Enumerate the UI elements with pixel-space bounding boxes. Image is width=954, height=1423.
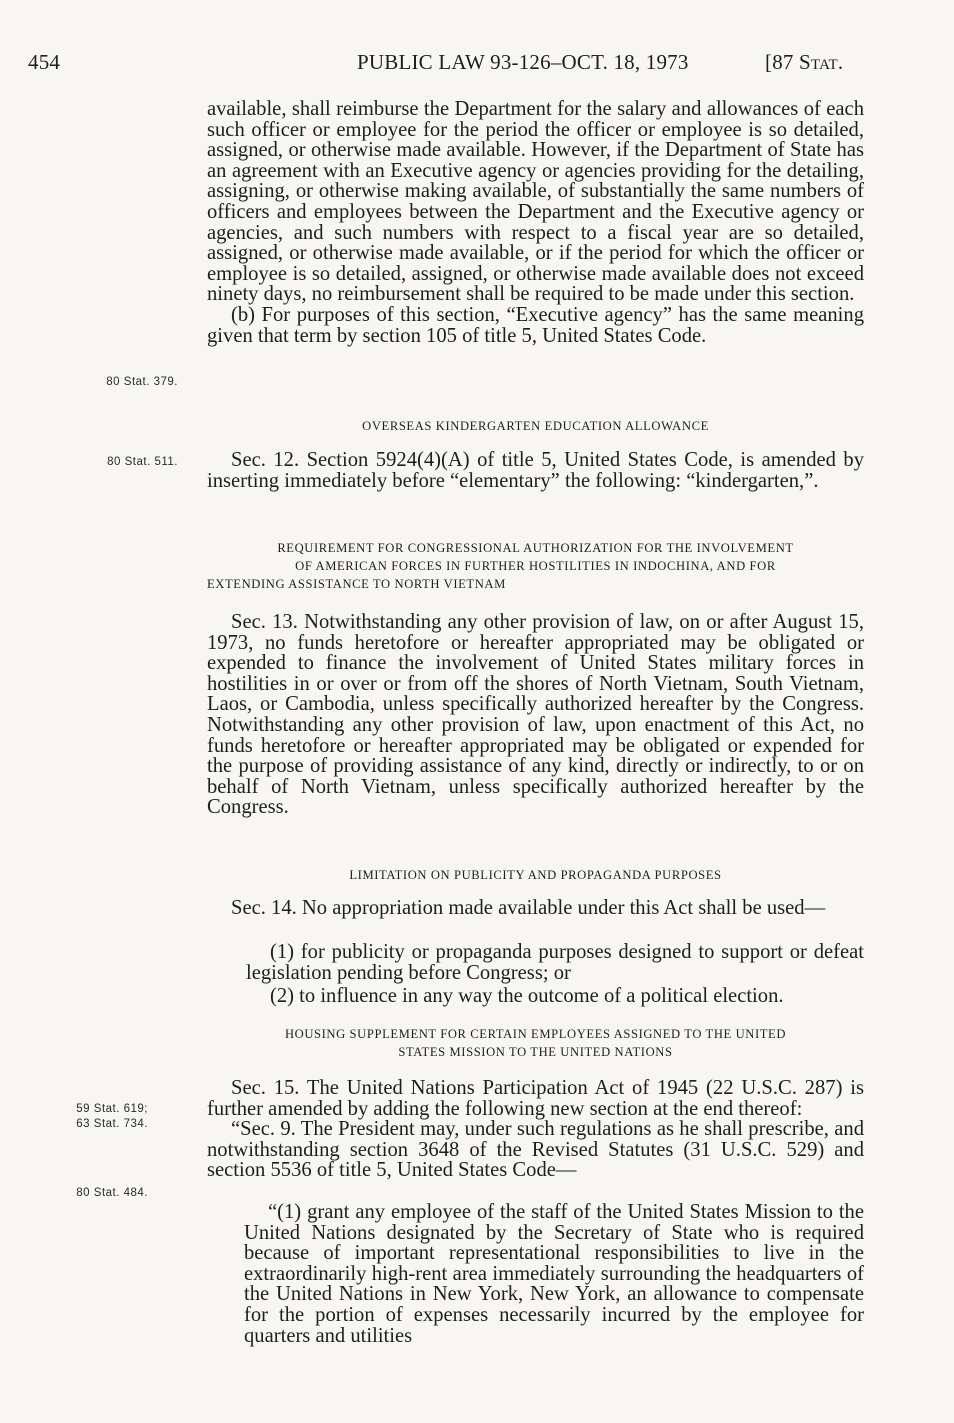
- section-13-paragraph: Sec. 13. Notwithstanding any other provision of law, on or after August 15, 1973, no funds heretofore or hereafter appropriated may be obligated or expended to finance the involvement of United States military forces in hostilities in or over or from off the shores of North Vietnam, South Vietnam, Laos, or Cambodia, unless specifically authorized hereafter by the Congress. Notwithstanding any other provision of law, upon enactment of this Act, no funds heretofore or hereafter appropriated may be obligated or expended for the purpose of providing assistance of any kind, directly or indirectly, to or on behalf of North Vietnam, unless specifically authorized hereafter by the Congress.: [207, 611, 864, 819]
- page-number: 454: [28, 50, 61, 74]
- margin-note-line: 59 Stat. 619;: [76, 1103, 148, 1115]
- margin-note-line: 63 Stat. 734.: [76, 1118, 148, 1130]
- paragraph-continuation: available, shall reimburse the Department for the salary and allowances of each such officer or employee for the period the officer or employee is so detailed, assigned, or otherwise made available. However, if the Department of State has an agreement with an Executive agency or agencies providing for the detailing, assigning, or otherwise making available, of substantially the same numbers of officers and employees between the Department and the Executive agency or agencies, and such numbers with respect to a fiscal year are so detailed, assigned, or otherwise made available, or if the period for which the officer or employee is so detailed, assigned, or otherwise made available does not exceed ninety days, no reimbursement shall be required to be made under this section.: [207, 98, 864, 306]
- margin-note-80-stat-379: 80 Stat. 379.: [106, 376, 178, 388]
- section-15-heading: [203, 1025, 868, 1061]
- margin-note-80-stat-484: 80 Stat. 484.: [76, 1187, 148, 1199]
- section-15-heading-line: STATES MISSION TO THE UNITED NATIONS: [398, 1045, 673, 1059]
- page-header: [0, 50, 954, 80]
- section-15-text: [207, 1078, 864, 1181]
- section-12-text: [207, 450, 864, 491]
- section-13-text: [207, 612, 864, 818]
- margin-note-80-stat-511: 80 Stat. 511.: [107, 456, 178, 468]
- section-14-heading: LIMITATION ON PUBLICITY AND PROPAGANDA PURPOSES: [349, 868, 722, 882]
- section-11-text: [207, 99, 864, 346]
- section-15-heading-line: HOUSING SUPPLEMENT FOR CERTAIN EMPLOYEES ASSIGNED TO THE UNITED: [284, 1027, 787, 1041]
- section-9-item-1: “(1) grant any employee of the staff of the United States Mission to the United Nations designated by the Secretary of State who is required because of important representational responsibilities to live in the extraordinarily high-rent area immediately surrounding the headquarters of the United Nations in New York, New York, an allowance to compensate for the portion of expenses necessarily incurred by the employee for quarters and utilities: [244, 1201, 864, 1347]
- section-14-item-2: (2) to influence in any way the outcome of a political election.: [270, 985, 784, 1007]
- section-14-text: [207, 898, 864, 919]
- section-12-paragraph: Sec. 12. Section 5924(4)(A) of title 5, United States Code, is amended by inserting immediately before “elementary” the following: “kindergarten,”.: [207, 449, 864, 492]
- section-14-paragraph: Sec. 14. No appropriation made available under this Act shall be used—: [231, 897, 826, 919]
- section-13-heading-line: OF AMERICAN FORCES IN FURTHER HOSTILITIES IN INDOCHINA, AND FOR: [295, 559, 776, 573]
- paragraph-b: (b) For purposes of this section, “Executive agency” has the same meaning given that term by section 105 of title 5, United States Code.: [207, 303, 864, 347]
- section-9-paragraph: “Sec. 9. The President may, under such regulations as he shall prescribe, and notwithstanding section 3648 of the Revised Statutes (31 U.S.C. 529) and section 5536 of title 5, United States Code—: [207, 1118, 864, 1182]
- section-13-heading-line: REQUIREMENT FOR CONGRESSIONAL AUTHORIZATION FOR THE INVOLVEMENT: [277, 541, 794, 555]
- section-13-heading-line: EXTENDING ASSISTANCE TO NORTH VIETNAM: [207, 577, 506, 591]
- section-13-heading: [203, 539, 868, 593]
- section-15-paragraph: Sec. 15. The United Nations Participation Act of 1945 (22 U.S.C. 287) is further amended by adding the following new section at the end thereof:: [207, 1077, 864, 1120]
- statute-reference: [87 Stat.: [765, 50, 844, 74]
- section-14-item-1: (1) for publicity or propaganda purposes designed to support or defeat legislation pending before Congress; or: [246, 941, 864, 984]
- running-title: PUBLIC LAW 93-126–OCT. 18, 1973: [357, 50, 689, 74]
- section-12-heading: OVERSEAS KINDERGARTEN EDUCATION ALLOWANCE: [362, 419, 709, 433]
- margin-note-59-stat-619: [30, 1102, 148, 1132]
